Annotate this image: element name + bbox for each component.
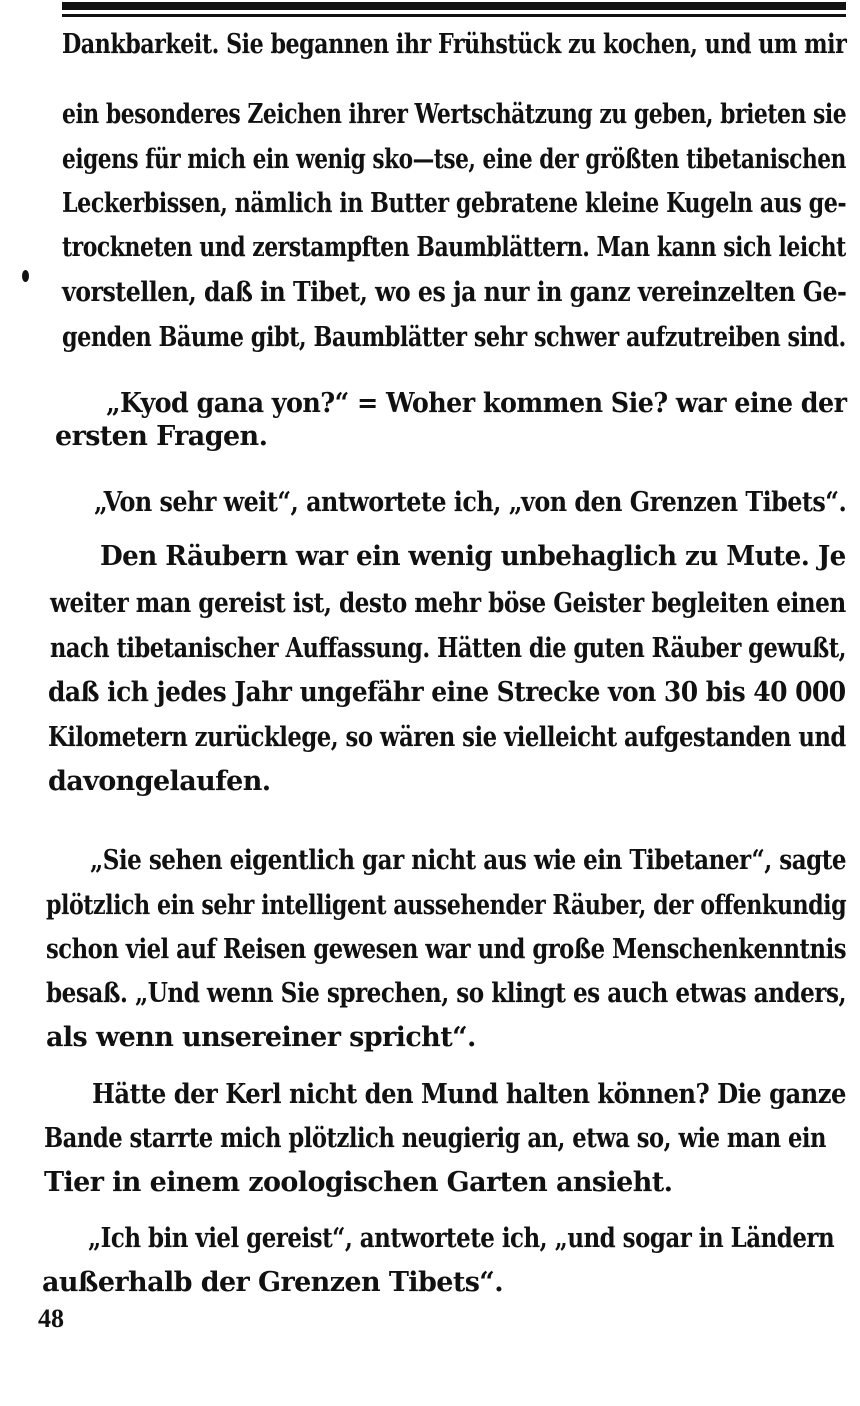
text-line: „Sie sehen eigentlich gar nicht aus wie ein Tibetaner“, sagte — [90, 845, 847, 876]
text-line: genden Bäume gibt, Baumblätter sehr schwer aufzutreiben sind. — [62, 322, 846, 353]
text-line: trockneten und zerstampften Baumblättern. Man kann sich leicht — [62, 232, 846, 263]
margin-mark — [22, 270, 29, 282]
text-line: nach tibetanischer Auffassung. Hätten die guten Räuber gewußt, — [50, 633, 846, 664]
top-rule-thick — [62, 2, 846, 10]
page-number: 48 — [38, 1304, 64, 1333]
text-line: ein besonderes Zeichen ihrer Wertschätzung zu geben, brieten sie — [62, 99, 847, 130]
text-line: schon viel auf Reisen gewesen war und große Menschenkenntnis — [46, 934, 846, 965]
text-line: außerhalb der Grenzen Tibets“. — [42, 1267, 504, 1298]
text-line: weiter man gereist ist, desto mehr böse Geister begleiten einen — [50, 588, 846, 619]
text-line: Bande starrte mich plötzlich neugierig an, etwa so, wie man ein — [44, 1123, 826, 1154]
text-line: ersten Fragen. — [55, 421, 268, 452]
text-line: als wenn unsereiner spricht“. — [46, 1022, 476, 1053]
text-line: „Von sehr weit“, antwortete ich, „von den Grenzen Tibets“. — [94, 487, 847, 518]
text-line: daß ich jedes Jahr ungefähr eine Strecke von 30 bis 40 000 — [48, 677, 846, 708]
text-line: vorstellen, daß in Tibet, wo es ja nur in ganz vereinzelten Ge- — [62, 277, 847, 308]
text-line: davongelaufen. — [48, 766, 271, 797]
text-line: Kilometern zurücklege, so wären sie vielleicht aufgestanden und — [48, 722, 846, 753]
top-rule-thin — [62, 14, 846, 17]
text-line: Hätte der Kerl nicht den Mund halten können? Die ganze — [92, 1079, 846, 1110]
text-line: eigens für mich ein wenig sko—tse, eine der größten tibetanischen — [62, 144, 846, 175]
text-line: Tier in einem zoologischen Garten ansieht. — [44, 1167, 673, 1198]
text-line: besaß. „Und wenn Sie sprechen, so klingt es auch etwas anders, — [46, 978, 847, 1009]
text-line: „Ich bin viel gereist“, antwortete ich, „und sogar in Ländern — [88, 1223, 835, 1254]
text-line: „Kyod gana yon?“ = Woher kommen Sie? war eine der — [106, 388, 847, 419]
text-line: Leckerbissen, nämlich in Butter gebratene kleine Kugeln aus ge- — [62, 188, 847, 219]
text-line: Dankbarkeit. Sie begannen ihr Frühstück zu kochen, und um mir — [62, 29, 847, 60]
text-line: Den Räubern war ein wenig unbehaglich zu Mute. Je — [100, 541, 846, 572]
text-line: plötzlich ein sehr intelligent aussehender Räuber, der offenkundig — [46, 890, 847, 921]
